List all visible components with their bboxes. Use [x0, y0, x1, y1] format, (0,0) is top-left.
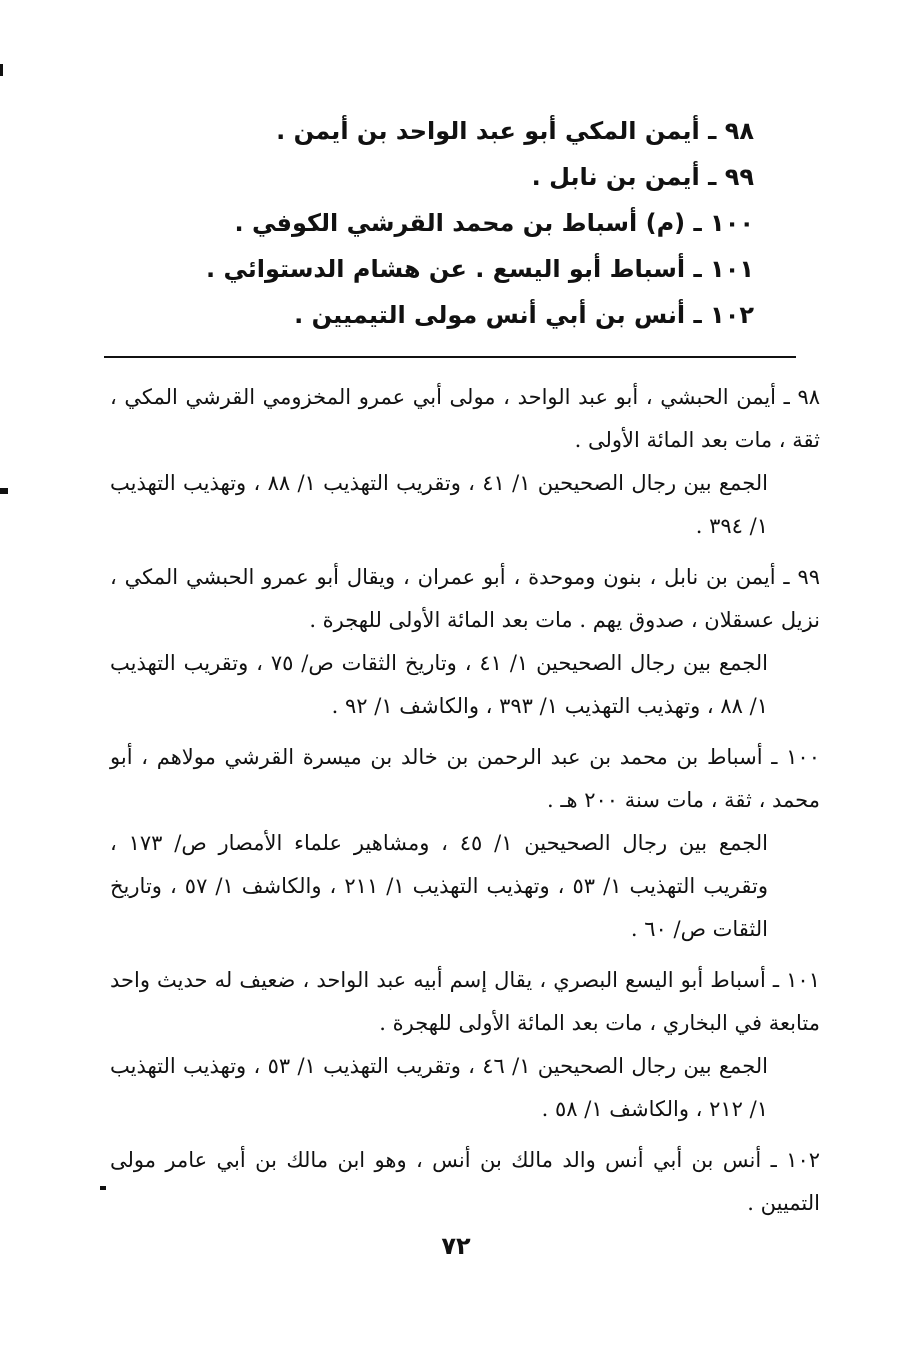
entry-98: ٩٨ ـ أيمن المكي أبو عبد الواحد بن أيمن . — [276, 117, 754, 145]
footnote-text: ٩٨ ـ أيمن الحبشي ، أبو عبد الواحد ، مولى أبي عمرو المخزومي القرشي المكي ، ثقة ، مات بعد المائة الأولى . — [110, 385, 820, 452]
footnote-text: ١٠٢ ـ أنس بن أبي أنس والد مالك بن أنس ، وهو ابن مالك بن أبي عامر مولى التميين . — [110, 1148, 821, 1215]
scan-mark — [0, 64, 3, 76]
footnote-references: الجمع بين رجال الصحيحين ١/ ٤٥ ، ومشاهير علماء الأمصار ص/ ١٧٣ ، وتقريب التهذيب ١/ ٥٣ ، وتهذيب التهذيب ١/ ٢١١ ، والكاشف ١/ ٥٧ ، وتاريخ الثقات ص/ ٦٠ . — [110, 831, 768, 941]
footnote-divider — [104, 356, 796, 358]
footnote-references: الجمع بين رجال الصحيحين ١/ ٤١ ، وتقريب التهذيب ١/ ٨٨ ، وتهذيب التهذيب ١/ ٣٩٤ . — [110, 471, 768, 538]
footnote-references: الجمع بين رجال الصحيحين ١/ ٤٦ ، وتقريب التهذيب ١/ ٥٣ ، وتهذيب التهذيب ١/ ٢١٢ ، والكاشف ١/ ٥٨ . — [110, 1054, 768, 1121]
footnote-100 — [110, 736, 820, 951]
footnote-text: ٩٩ ـ أيمن بن نابل ، بنون وموحدة ، أبو عمران ، ويقال أبو عمرو الحبشي المكي ، نزيل عسقلان ، صدوق يهم . مات بعد المائة الأولى للهجرة . — [110, 565, 820, 632]
footnotes — [110, 376, 820, 1233]
entry-99: ٩٩ ـ أيمن بن نابل . — [531, 163, 754, 191]
footnote-text: ١٠٠ ـ أسباط بن محمد بن عبد الرحمن بن خالد بن ميسرة القرشي مولاهم ، أبو محمد ، ثقة ، مات سنة ٢٠٠ هـ . — [110, 745, 820, 812]
footnote-99 — [110, 556, 820, 728]
entry-100: ١٠٠ ـ (م) أسباط بن محمد القرشي الكوفي . — [234, 209, 754, 237]
scan-mark — [0, 488, 8, 494]
entry-102: ١٠٢ ـ أنس بن أبي أنس مولى التيميين . — [294, 301, 754, 329]
footnote-102 — [110, 1139, 820, 1225]
footnote-references: الجمع بين رجال الصحيحين ١/ ٤١ ، وتاريخ الثقات ص/ ٧٥ ، وتقريب التهذيب ١/ ٨٨ ، وتهذيب التهذيب ١/ ٣٩٣ ، والكاشف ١/ ٩٢ . — [110, 651, 769, 718]
entry-101: ١٠١ ـ أسباط أبو اليسع . عن هشام الدستوائي . — [205, 255, 754, 283]
footnote-98 — [110, 376, 820, 548]
footnote-text: ١٠١ ـ أسباط أبو اليسع البصري ، يقال إسم أبيه عبد الواحد ، ضعيف له حديث واحد متابعة في البخاري ، مات بعد المائة الأولى للهجرة . — [110, 968, 820, 1035]
entry-list — [154, 108, 754, 338]
scan-mark — [100, 1186, 106, 1190]
footnote-101 — [110, 959, 820, 1131]
page-number: ٧٢ — [441, 1232, 471, 1260]
